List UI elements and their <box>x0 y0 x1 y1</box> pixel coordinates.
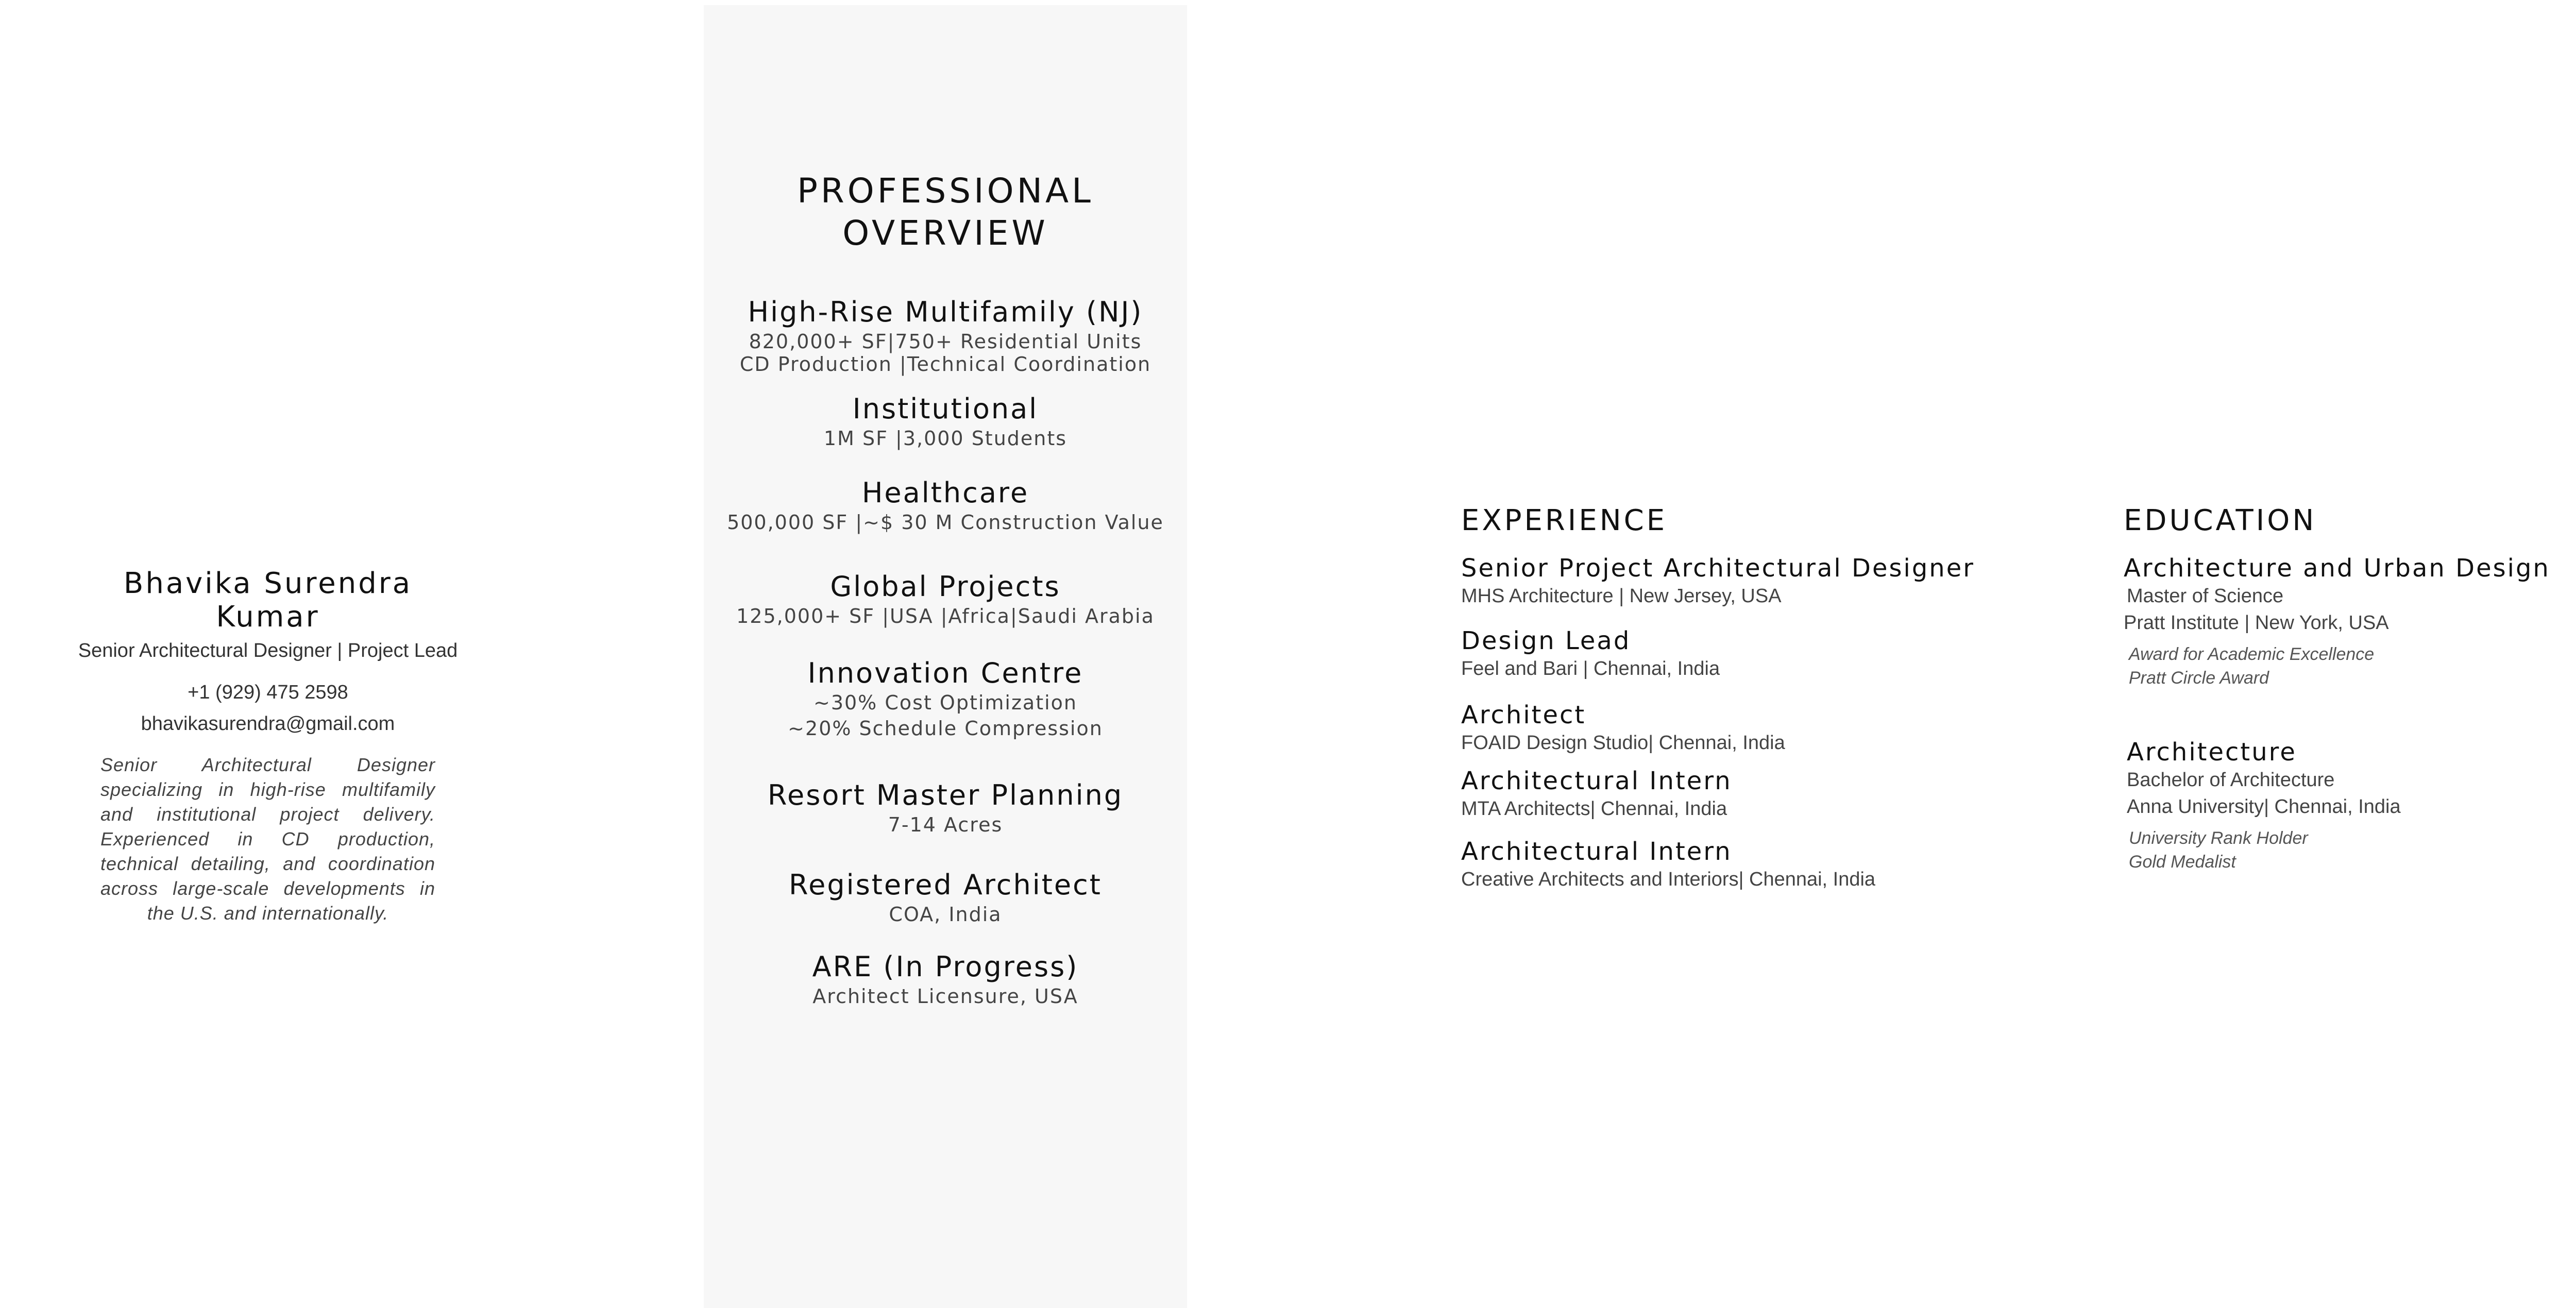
experience-detail: FOAID Design Studio| Chennai, India <box>1461 732 1785 754</box>
profile-summary: Senior Architectural Designer specializing in high-rise multifamily and institutional project delivery. Experienced in CD production, technical detailing, and coordination across large-scale developments in the U.S. and internationally. <box>100 754 435 924</box>
overview-item-detail: 7-14 Acres <box>888 813 1003 836</box>
education-award: University Rank Holder <box>2129 828 2308 848</box>
overview-item-detail: 500,000 SF |~$ 30 M Construction Value <box>727 511 1164 534</box>
overview-item <box>704 477 1187 534</box>
overview-item <box>704 950 1187 1008</box>
experience-entry <box>1461 767 1732 822</box>
experience-detail: Creative Architects and Interiors| Chennai, India <box>1461 869 1876 890</box>
experience-title: Design Lead <box>1461 626 1631 655</box>
overview-heading-line1: PROFESSIONAL <box>797 171 1094 211</box>
education-title: Architecture and Urban Design <box>2124 554 2550 583</box>
overview-item-detail: CD Production |Technical Coordination <box>739 353 1151 376</box>
experience-entry <box>1461 626 1720 682</box>
overview-item-detail: Architect Licensure, USA <box>812 985 1078 1008</box>
experience-detail: Feel and Bari | Chennai, India <box>1461 658 1720 680</box>
overview-item <box>704 779 1187 836</box>
overview-item-detail: 125,000+ SF |USA |Africa|Saudi Arabia <box>736 605 1155 627</box>
profile-role: Senior Architectural Designer | Project Lead <box>78 640 458 661</box>
overview-item-title: Resort Master Planning <box>767 779 1124 811</box>
overview-item <box>704 657 1187 740</box>
experience-entry <box>1461 701 1785 756</box>
education-award: Award for Academic Excellence <box>2129 644 2375 664</box>
overview-item-detail: 1M SF |3,000 Students <box>823 427 1067 450</box>
overview-item-title: Innovation Centre <box>807 657 1083 689</box>
experience-detail: MHS Architecture | New Jersey, USA <box>1461 585 1782 607</box>
education-school: Anna University| Chennai, India <box>2127 796 2401 818</box>
profile-phone[interactable]: +1 (929) 475 2598 <box>188 682 348 703</box>
overview-item-detail: COA, India <box>889 903 1002 926</box>
overview-heading <box>704 170 1187 254</box>
experience-title: Senior Project Architectural Designer <box>1461 554 1975 583</box>
overview-item <box>704 869 1187 926</box>
education-school: Pratt Institute | New York, USA <box>2124 612 2389 634</box>
experience-title: Architect <box>1461 701 1586 729</box>
overview-item-title: Global Projects <box>830 570 1061 603</box>
overview-item-detail: 820,000+ SF|750+ Residential Units <box>749 330 1142 353</box>
overview-item-detail: ~20% Schedule Compression <box>788 717 1103 740</box>
experience-title: Architectural Intern <box>1461 767 1732 795</box>
profile-intro <box>72 567 464 926</box>
overview-item-title: High-Rise Multifamily (NJ) <box>748 296 1143 328</box>
overview-heading-line2: OVERVIEW <box>842 213 1048 253</box>
overview-item-title: Healthcare <box>861 477 1029 509</box>
overview-item-detail: ~30% Cost Optimization <box>813 691 1078 714</box>
profile-email[interactable]: bhavikasurendra@gmail.com <box>141 713 395 735</box>
experience-entry <box>1461 554 1975 609</box>
profile-name: Bhavika Surendra Kumar <box>123 567 413 634</box>
education-title: Architecture <box>2127 738 2297 767</box>
overview-item-title: Registered Architect <box>789 869 1102 901</box>
overview-item <box>704 393 1187 450</box>
experience-detail: MTA Architects| Chennai, India <box>1461 798 1727 820</box>
education-entry <box>2127 738 2401 874</box>
education-degree: Master of Science <box>2127 585 2284 607</box>
experience-title: Architectural Intern <box>1461 837 1732 866</box>
education-award: Gold Medalist <box>2129 852 2236 872</box>
education-heading: EDUCATION <box>2124 504 2317 537</box>
overview-item <box>704 570 1187 627</box>
overview-item-title: ARE (In Progress) <box>812 950 1079 983</box>
education-degree: Bachelor of Architecture <box>2127 769 2335 791</box>
experience-entry <box>1461 837 1875 893</box>
education-entry <box>2124 554 2550 690</box>
overview-item-title: Institutional <box>852 393 1039 425</box>
education-award: Pratt Circle Award <box>2129 668 2269 688</box>
experience-heading: EXPERIENCE <box>1461 504 1668 537</box>
overview-item <box>704 296 1187 376</box>
